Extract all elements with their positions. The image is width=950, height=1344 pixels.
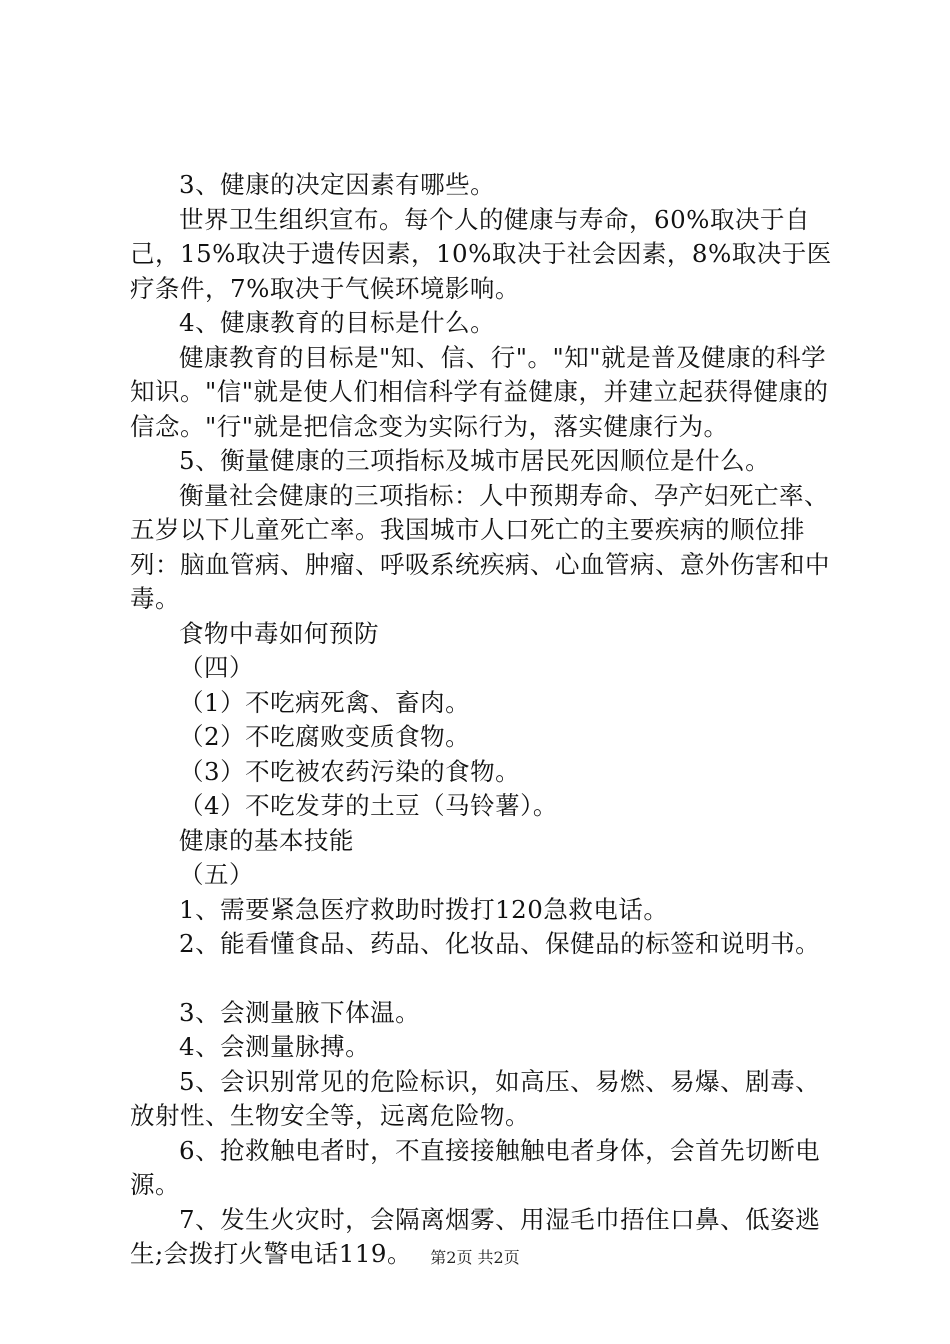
list-item: （3）不吃被农药污染的食物。 [179, 756, 521, 786]
blank-line [130, 962, 835, 996]
list-item: 4、会测量脉搏。 [179, 1032, 371, 1061]
heading-food-poisoning: 食物中毒如何预防 [179, 618, 379, 648]
paragraph-health-indicators: 衡量社会健康的三项指标：人中预期寿命、孕产妇死亡率、五岁以下儿童死亡率。我国城市人口死亡的主要疾病的顺位排列：脑血管病、肿瘤、呼吸系统疾病、心血管病、意外伤害和中毒。 [130, 480, 830, 613]
list-item: （4）不吃发芽的土豆（马铃薯）。 [179, 791, 558, 820]
list-item: （1）不吃病死禽、畜肉。 [179, 687, 471, 717]
heading-basic-skills: 健康的基本技能 [179, 825, 354, 855]
list-item: 2、能看懂食品、药品、化妆品、保健品的标签和说明书。 [179, 929, 821, 958]
heading-health-indicators: 5、衡量健康的三项指标及城市居民死因顺位是什么。 [179, 446, 771, 475]
heading-determinants: 3、健康的决定因素有哪些。 [179, 170, 496, 199]
page-number-footer: 第2页 共2页 [430, 1248, 520, 1267]
section-number-five: （五） [179, 860, 254, 889]
list-item: （2）不吃腐败变质食物。 [179, 722, 471, 751]
section-number-four: （四） [179, 653, 254, 682]
list-item: 7、发生火灾时，会隔离烟雾、用湿毛巾捂住口鼻、低姿逃生;会拨打火警电话119。 [130, 1204, 821, 1268]
list-item: 5、会识别常见的危险标识，如高压、易燃、易爆、剧毒、放射性、生物安全等，远离危险物。 [130, 1066, 821, 1130]
list-item: 6、抢救触电者时，不直接接触触电者身体，会首先切断电源。 [130, 1135, 821, 1199]
paragraph-education-goals: 健康教育的目标是"知、信、行"。"知"就是普及健康的科学知识。"信"就是使人们相信科学有益健康，并建立起获得健康的信念。"行"就是把信念变为实际行为，落实健康行为。 [130, 342, 829, 441]
list-item: 1、需要紧急医疗救助时拨打120急救电话。 [179, 894, 669, 924]
paragraph-who: 世界卫生组织宣布。每个人的健康与寿命，60%取决于自己，15%取决于遗传因素，10%取决于社会因素，8%取决于医疗条件，7%取决于气候环境影响。 [130, 204, 832, 303]
heading-education-goals: 4、健康教育的目标是什么。 [179, 308, 496, 337]
document-body [130, 168, 835, 1272]
list-item: 3、会测量腋下体温。 [179, 997, 421, 1027]
